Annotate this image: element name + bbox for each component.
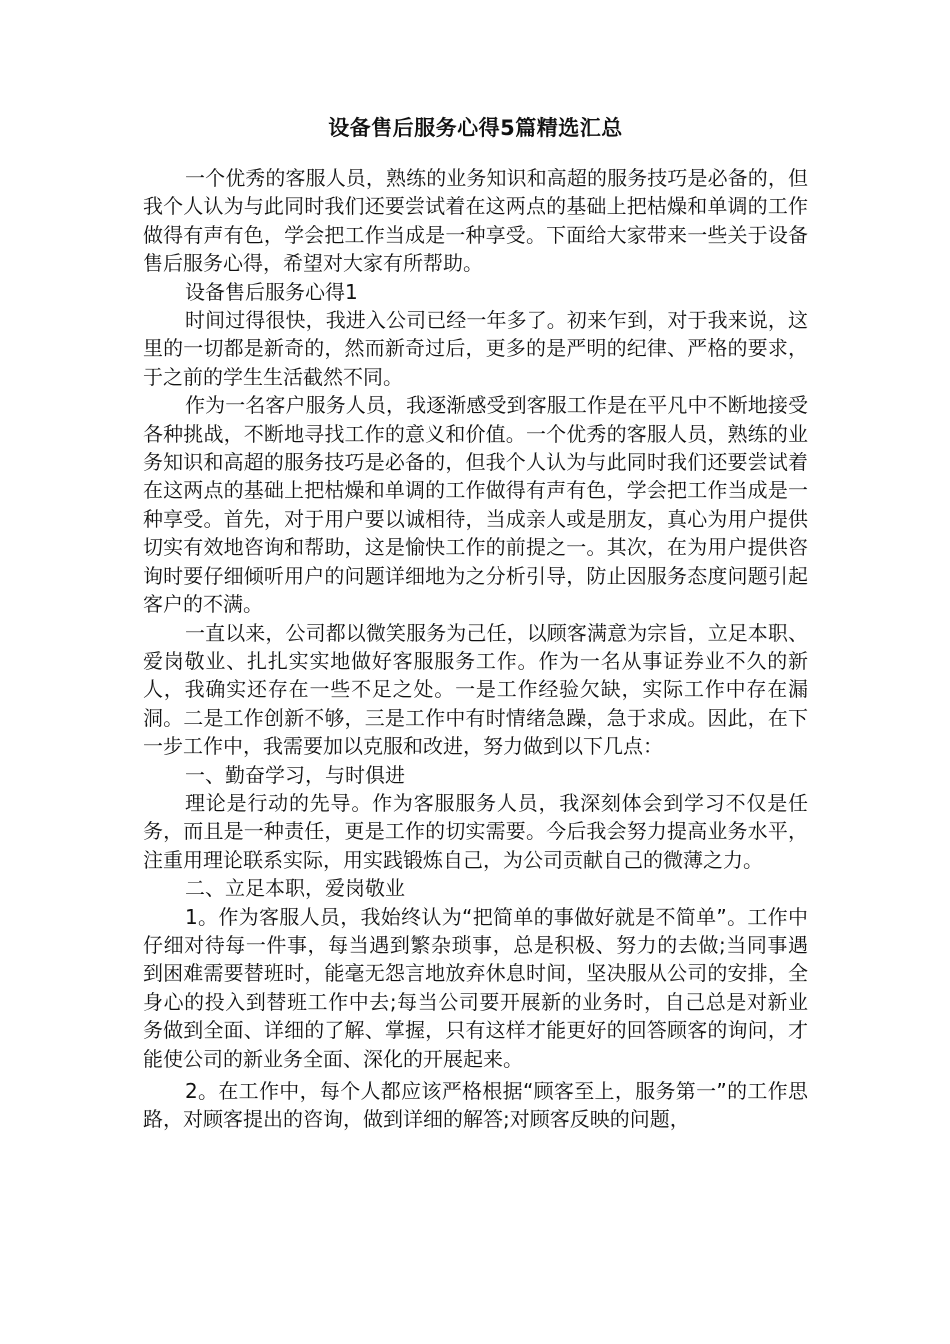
section-heading-1: 设备售后服务心得1 (185, 279, 358, 304)
paragraph-point-2: 2。在工作中，每个人都应该严格根据“顾客至上，服务第一”的工作思路，对顾客提出的咨询，做到详细的解答;对顾客反映的问题， (143, 1079, 808, 1132)
subheading-duty: 二、立足本职，爱岗敬业 (185, 876, 405, 901)
paragraph-point-1: 1。作为客服人员，我始终认为“把简单的事做好就是不简单”。工作中仔细对待每一件事，每当遇到繁杂琐事，总是积极、努力的去做;当同事遇到困难需要替班时，能毫无怨言地放弃休息时间，坚决服从公司的安排，全身心的投入到替班工作中去;每当公司要开展新的业务时，自己总是对新业务做到全面、详细的了解、掌握，只有这样才能更好的回答顾客的询问，才能使公司的新业务全面、深化的开展起来。 (143, 904, 808, 1071)
paragraph-intro: 一个优秀的客服人员，熟练的业务知识和高超的服务技巧是必备的，但我个人认为与此同时我们还要尝试着在这两点的基础上把枯燥和单调的工作做得有声有色，学会把工作当成是一种享受。下面给大家带来一些关于设备售后服务心得，希望对大家有所帮助。 (143, 166, 808, 276)
document-title: 设备售后服务心得5篇精选汇总 (328, 116, 623, 140)
paragraph-company: 一直以来，公司都以微笑服务为己任，以顾客满意为宗旨，立足本职、爱岗敬业、扎扎实实地做好客服服务工作。作为一名从事证券业不久的新人，我确实还存在一些不足之处。一是工作经验欠缺，实际工作中存在漏洞。二是工作创新不够，三是工作中有时情绪急躁，急于求成。因此，在下一步工作中，我需要加以克服和改进，努力做到以下几点： (143, 620, 808, 759)
paragraph-role: 作为一名客户服务人员，我逐渐感受到客服工作是在平凡中不断地接受各种挑战，不断地寻找工作的意义和价值。一个优秀的客服人员，熟练的业务知识和高超的服务技巧是必备的，但我个人认为与此同时我们还要尝试着在这两点的基础上把枯燥和单调的工作做得有声有色，学会把工作当成是一种享受。首先，对于用户要以诚相待，当成亲人或是朋友，真心为用户提供切实有效地咨询和帮助，这是愉快工作的前提之一。其次，在为用户提供咨询时要仔细倾听用户的问题详细地为之分析引导，防止因服务态度问题引起客户的不满。 (143, 393, 808, 617)
paragraph-time: 时间过得很快，我进入公司已经一年多了。初来乍到，对于我来说，这里的一切都是新奇的，然而新奇过后，更多的是严明的纪律、严格的要求，于之前的学生生活截然不同。 (143, 308, 808, 389)
subheading-study: 一、勤奋学习，与时俱进 (185, 762, 405, 787)
document-page (143, 112, 808, 1134)
paragraph-theory: 理论是行动的先导。作为客服服务人员，我深刻体会到学习不仅是任务，而且是一种责任，更是工作的切实需要。今后我会努力提高业务水平，注重用理论联系实际，用实践锻炼自己，为公司贡献自己的微薄之力。 (143, 790, 808, 872)
